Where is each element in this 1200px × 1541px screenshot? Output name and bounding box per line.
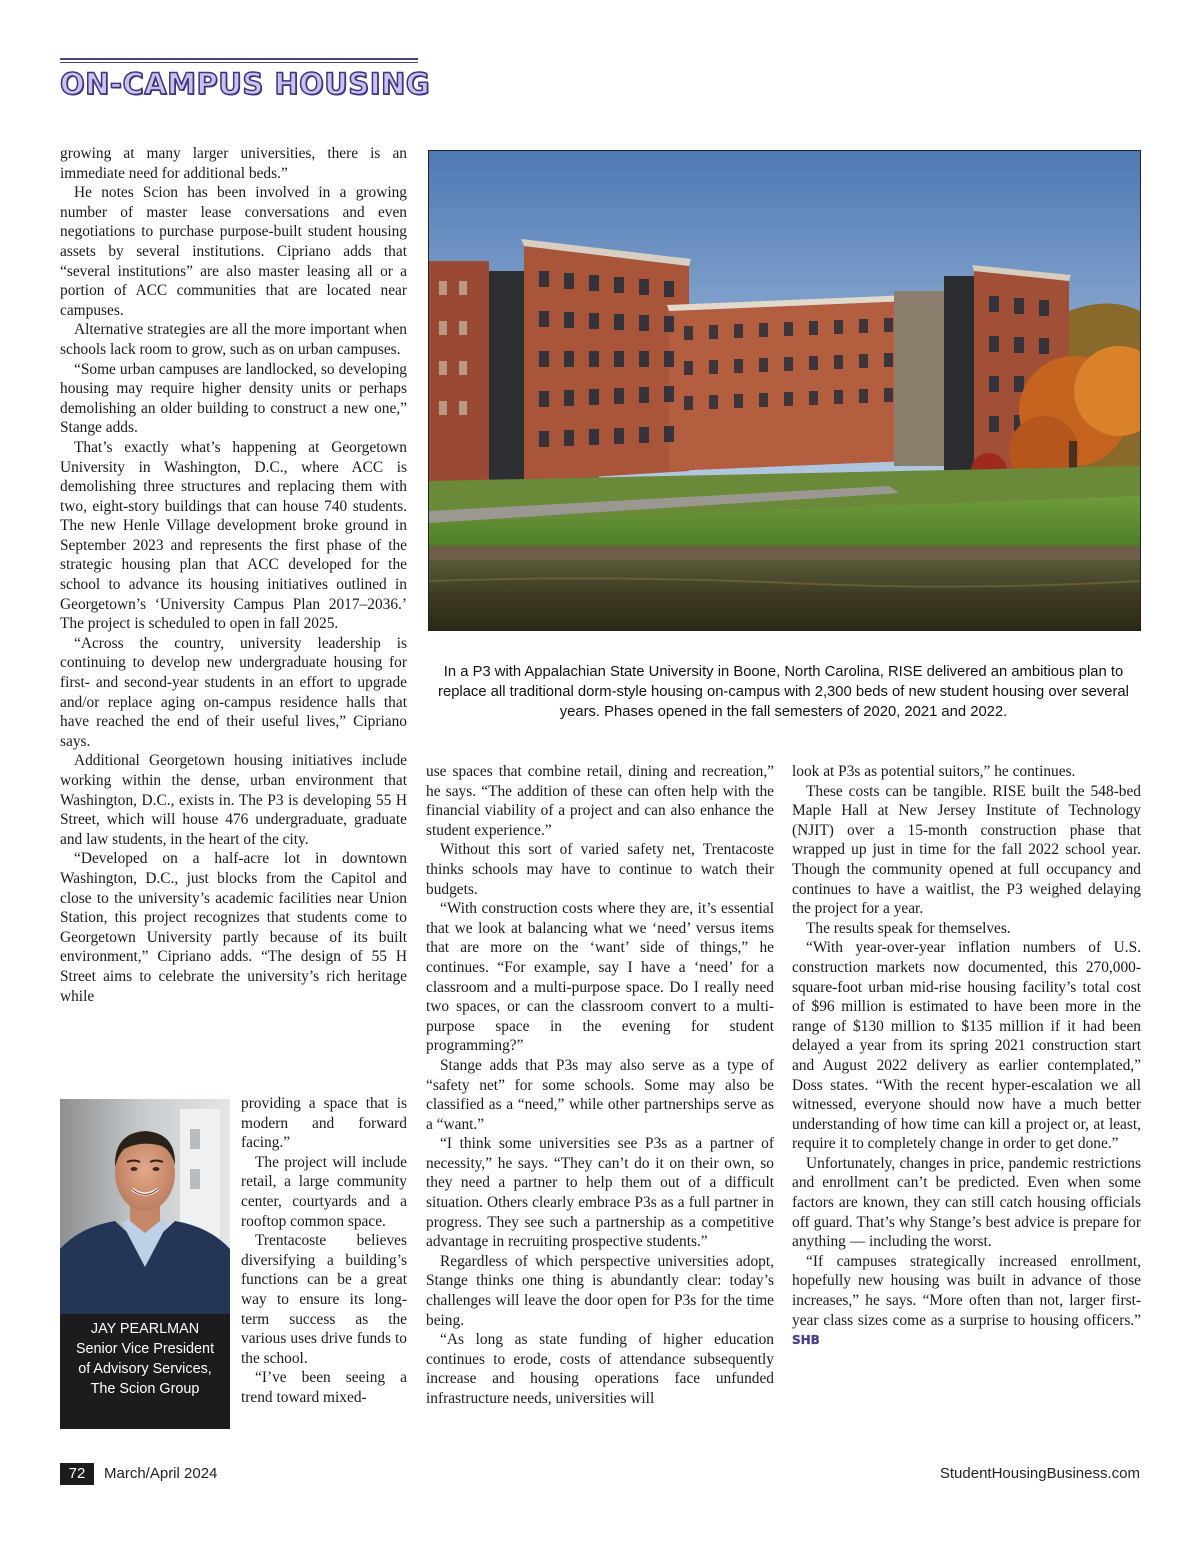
photo-image xyxy=(429,151,1140,630)
person-company: The Scion Group xyxy=(90,1381,200,1397)
paragraph: Without this sort of varied safety net, Trentacoste thinks schools may have to continue to watch their budgets. xyxy=(426,841,774,898)
paragraph: “Developed on a half-acre lot in downtown Washington, D.C., just blocks from the Capitol and close to the university’s academic facilities near Union Station, this project recognizes that students come to Georgetown University partly because of its built environment,” Cipriano adds. “The design of 55 H Street aims to celebrate the university’s rich heritage while xyxy=(60,850,407,1005)
paragraph-text: “If campuses strategically increased enrollment, hopefully new housing was built in advance of those increases,” he says. “More often than not, larger first-year class sizes come as a surprise to housing officers.” xyxy=(792,1252,1141,1329)
building-photo xyxy=(428,150,1141,631)
section-title: ON-CAMPUS HOUSING xyxy=(60,67,431,101)
paragraph: providing a space that is modern and forward facing.” xyxy=(241,1095,407,1152)
article-column-1-lower xyxy=(241,1094,407,1408)
paragraph: The results speak for themselves. xyxy=(806,919,1011,937)
paragraph: growing at many larger universities, there is an immediate need for additional beds.” xyxy=(60,145,407,182)
paragraph: “With construction costs where they are, it’s essential that we look at balancing what we ‘need’ versus items that are more on the ‘want’ side of things,” he continues. “For example, say I have a ‘need’ for a classroom and a multi-purpose space. Do I really need two spaces, or can the classroom convert to a multi-purpose space in the evening for student programming?” xyxy=(426,900,774,1055)
issue-date: March/April 2024 xyxy=(104,1465,218,1482)
paragraph: Alternative strategies are all the more important when schools lack room to grow, such as on urban campuses. xyxy=(60,321,407,358)
paragraph: use spaces that combine retail, dining and recreation,” he says. “The addition of these can often help with the financial viability of a project and can also enhance the student experience.” xyxy=(426,763,774,839)
paragraph: That’s exactly what’s happening at Georgetown University in Washington, D.C., where ACC is demolishing three structures and replacing them with two, eight-story buildings that can house 740 students. The new Henle Village development broke ground in September 2023 and represents the first phase of the strategic housing plan that ACC developed for the school to advance its housing initiatives outlined in Georgetown’s ‘University Campus Plan 2017–2036.’ The project is scheduled to open in fall 2025. xyxy=(60,438,407,633)
article-column-1 xyxy=(60,144,407,1006)
paragraph: “I’ve been seeing a trend toward mixed- xyxy=(241,1369,407,1406)
paragraph: look at P3s as potential suitors,” he continues. xyxy=(792,763,1076,780)
paragraph: These costs can be tangible. RISE built the 548-bed Maple Hall at New Jersey Institute of Technology (NJIT) over a 15-month construction phase that wrapped up just in time for the fall 2022 school year. Though the community opened at full occupancy and continues to have a waitlist, the P3 weighed delaying the project for a year. xyxy=(792,782,1141,918)
header-rule xyxy=(60,58,418,63)
article-column-3 xyxy=(792,762,1141,1351)
person-name: JAY PEARLMAN xyxy=(90,1321,200,1337)
portrait-photo xyxy=(60,1099,230,1429)
portrait-caption xyxy=(60,1319,230,1399)
paragraph xyxy=(792,1252,1141,1351)
paragraph: “I think some universities see P3s as a partner of necessity,” he says. “They can’t do it on their own, so they need a partner to help them out of a difficult situation. Others clearly embrace P3s as a full partner in progress. They see such a partnership as a competitive advantage in recruiting prospective students.” xyxy=(426,1135,774,1251)
paragraph: The project will include retail, a large community center, courtyards and a rooftop common space. xyxy=(241,1153,407,1230)
paragraph: Additional Georgetown housing initiatives include working within the dense, urban environment that Washington, D.C., exists in. The P3 is developing 55 H Street, which will house 476 undergraduate, graduate and law students, in the heart of the city. xyxy=(60,752,407,848)
website-link[interactable]: StudentHousingBusiness.com xyxy=(939,1465,1140,1482)
photo-caption: In a P3 with Appalachian State University in Boone, North Carolina, RISE delivered an ambitious plan to replace all traditional dorm-style housing on-campus with 2,300 beds of new student housing over several years. Phases opened in the fall semesters of 2020, 2021 and 2022. xyxy=(438,664,1129,720)
paragraph: Trentacoste believes diversifying a building’s functions can be a great way to ensure its long-term success as the various uses drive funds to the school. xyxy=(241,1232,407,1367)
person-title: Senior Vice President xyxy=(75,1341,215,1357)
paragraph: Unfortunately, changes in price, pandemic restrictions and enrollment can’t be predicted. Even when some factors are known, they can still catch housing officials off guard. That’s why Stange’s best advice is prepare for anything — including the worst. xyxy=(792,1154,1141,1251)
page-number: 72 xyxy=(60,1463,94,1485)
person-title: of Advisory Services, xyxy=(78,1361,212,1377)
paragraph: He notes Scion has been involved in a growing number of master lease conversations and even negotiations to purchase purpose-built student housing assets by several institutions. Cipriano adds that “several institutions” are also master leasing all or a portion of ACC communities that are located near campuses. xyxy=(60,184,407,319)
paragraph: “As long as state funding of higher education continues to erode, costs of attendance subsequently increase and housing operations face unfunded infrastructure needs, universities will xyxy=(426,1331,774,1407)
paragraph: “With year-over-year inflation numbers of U.S. construction markets now documented, this 270,000-square-foot urban mid-rise housing facility’s total cost of $96 million is estimated to have been more in the range of $130 million to $135 million if it had been delayed a year from its spring 2021 construction start and August 2022 delivery as earlier contemplated,” Doss states. “With the recent hyper-escalation we all witnessed, everyone should now have a much better understanding of how time can kill a project or, at least, require it to completely change in order to get done.” xyxy=(792,939,1141,1153)
paragraph: “Some urban campuses are landlocked, so developing housing may require higher density units or perhaps demolishing an older building to construct a new one,” Stange adds. xyxy=(60,360,407,437)
paragraph: “Across the country, university leadership is continuing to develop new undergraduate housing for first- and second-year students in an effort to upgrade and/or replace aging on-campus residence halls that have reached the end of their useful lives,” Cipriano says. xyxy=(60,634,407,750)
paragraph: Stange adds that P3s may also serve as a type of “safety net” for some schools. Some may also be classified as a “need,” while other partnerships serve as a “want.” xyxy=(426,1056,774,1133)
paragraph: Regardless of which perspective universities adopt, Stange thinks one thing is abundantly clear: today’s challenges will leave the door open for P3s for the time being. xyxy=(426,1252,774,1329)
end-signature: SHB xyxy=(792,1333,820,1348)
article-column-2 xyxy=(426,762,774,1409)
